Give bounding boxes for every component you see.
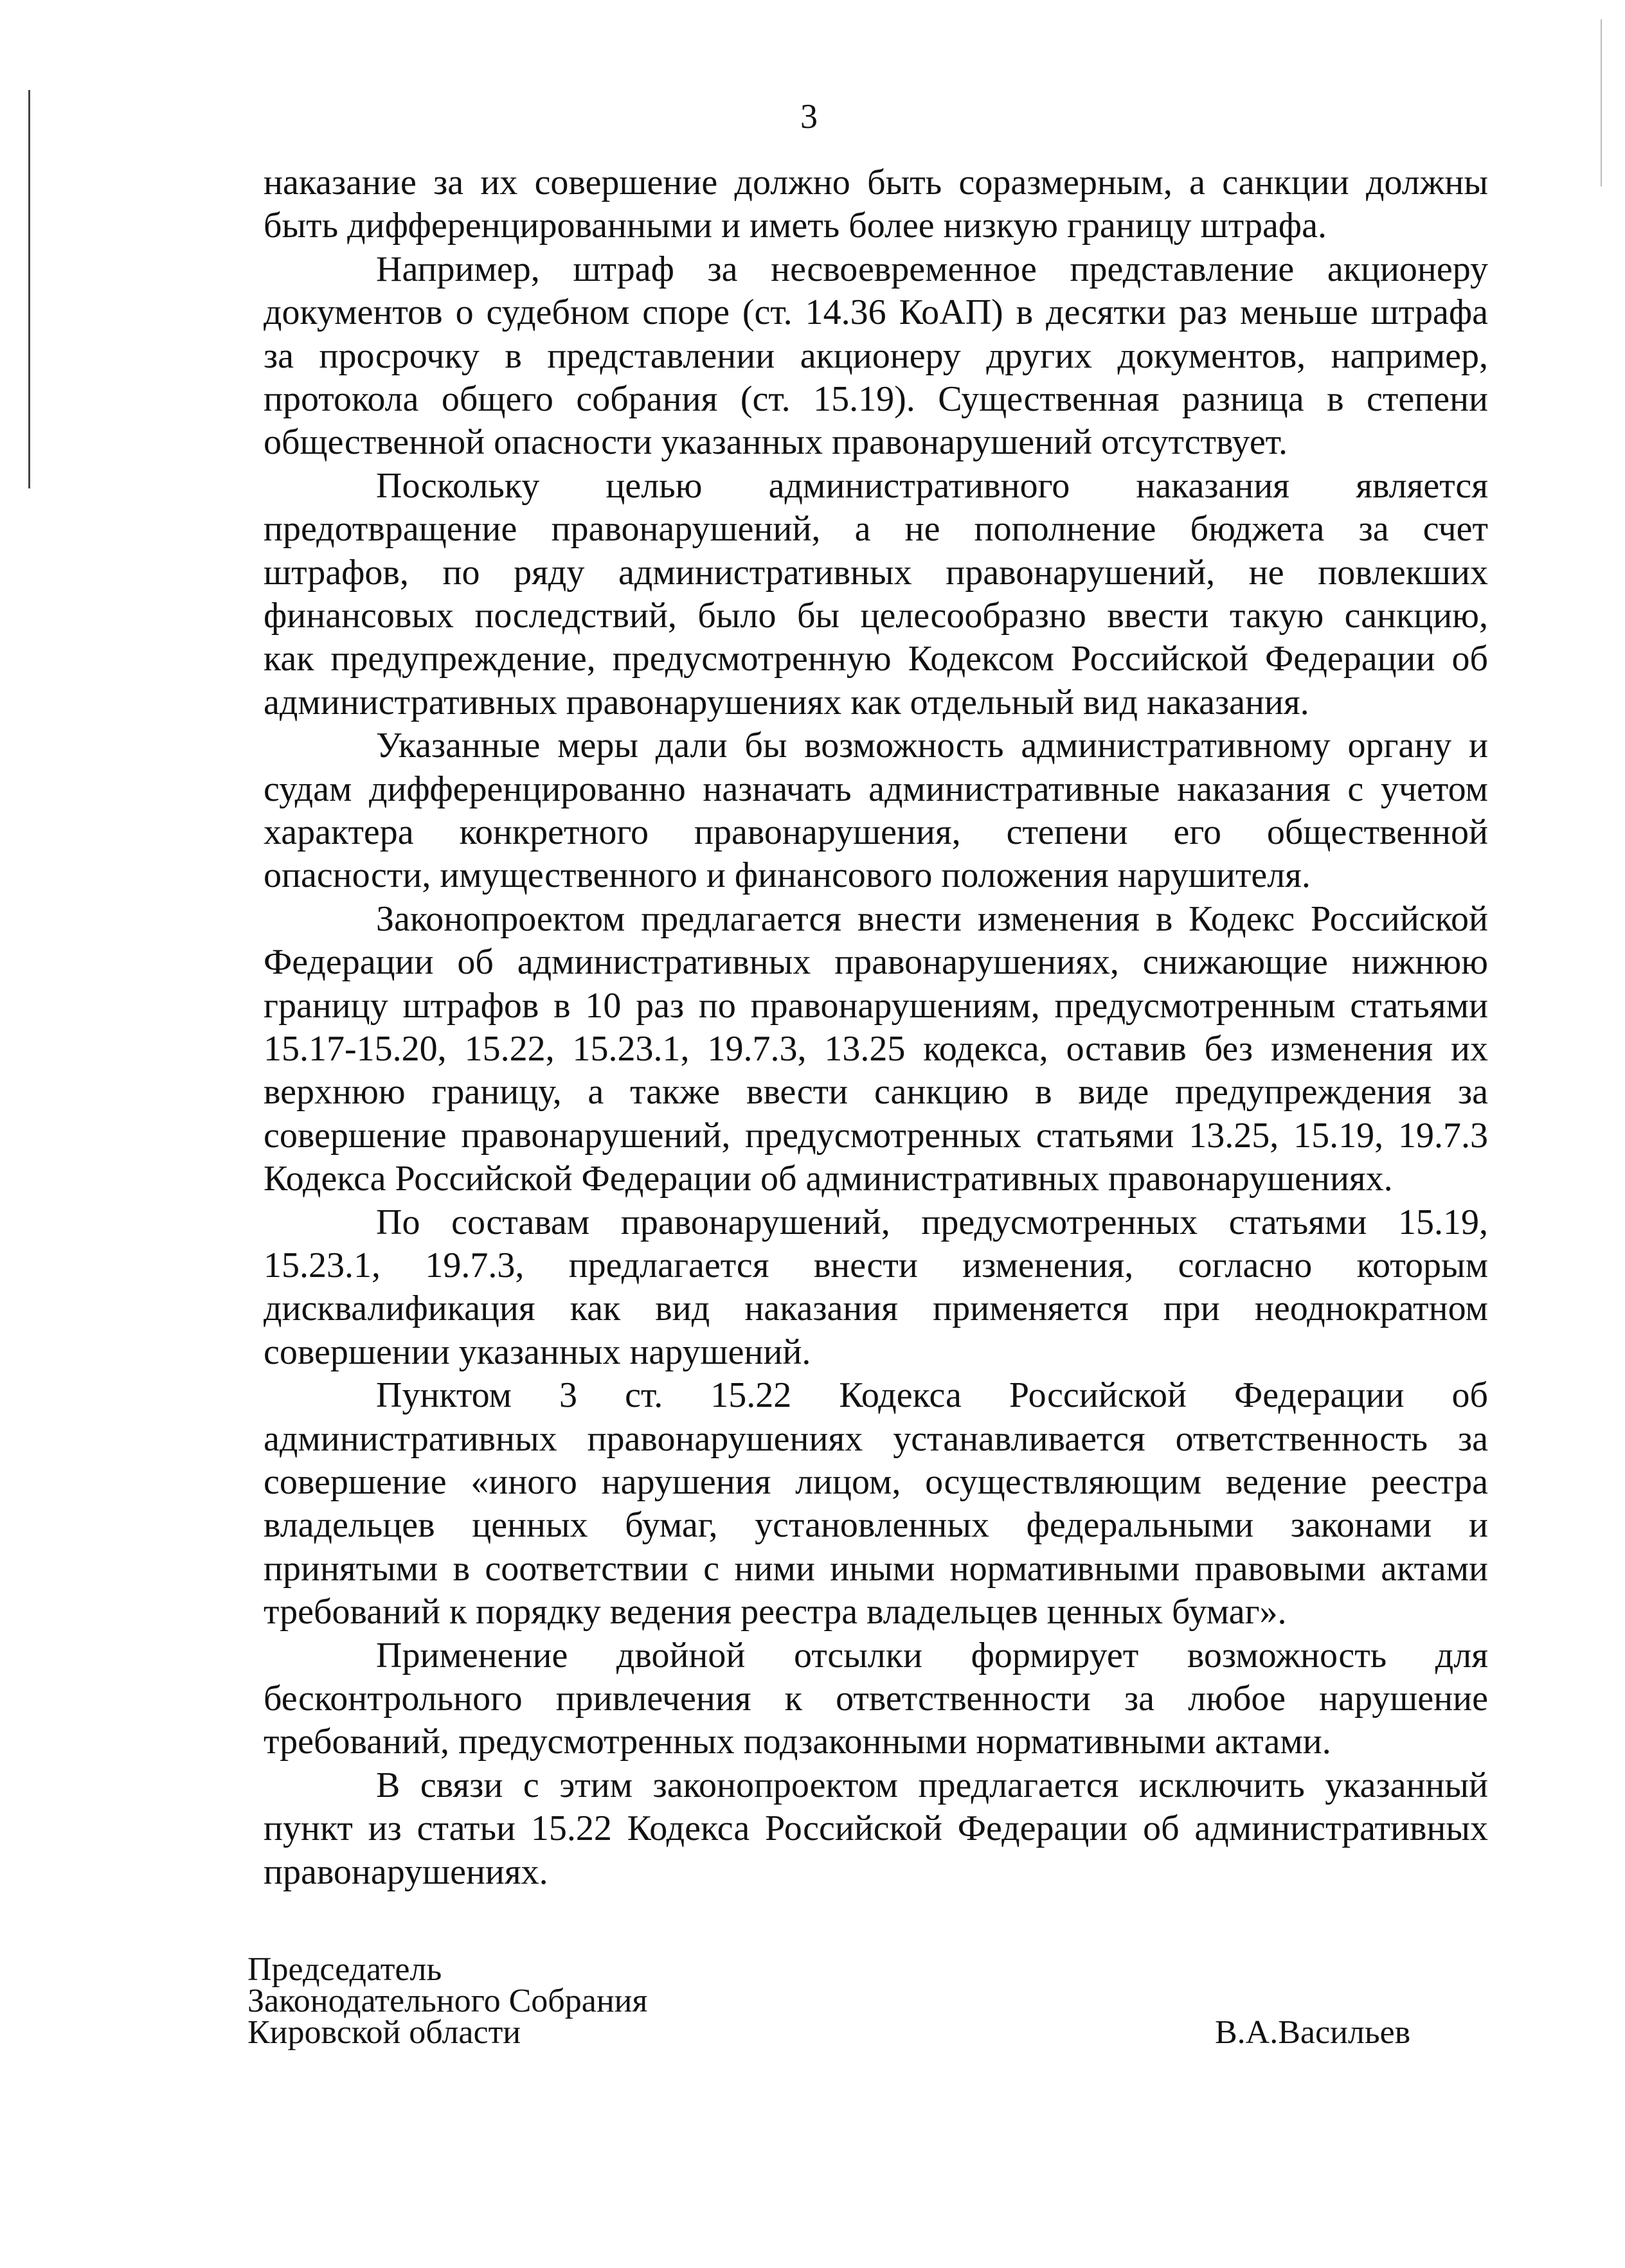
paragraph-line: финансовых последствий, было бы целесообразно ввести такую санкцию, [264,596,1488,636]
paragraph-line: Применение двойной отсылки формирует возможность для [376,1635,1488,1675]
signature-position-line: Кировской области [247,2014,521,2051]
paragraph-line: По составам правонарушений, предусмотренных статьями 15.19, [376,1202,1488,1242]
scan-edge-mark [1601,19,1602,186]
paragraph-line: характера конкретного правонарушения, степени его общественной [264,812,1488,852]
paragraph-line: за просрочку в представлении акционеру других документов, например, [264,335,1488,376]
paragraph-line: штрафов, по ряду административных правонарушений, не повлекших [264,552,1488,593]
paragraph-line: 15.23.1, 19.7.3, предлагается внести изменения, согласно которым [264,1246,1488,1285]
paragraph-line: границу штрафов в 10 раз по правонарушениям, предусмотренным статьями [264,985,1488,1026]
paragraph-line: бесконтрольного привлечения к ответственности за любое нарушение [264,1679,1488,1719]
signature-position-line: Законодательного Собрания [247,1983,648,2019]
paragraph-line: Законопроектом предлагается внести изменения в Кодекс Российской [376,898,1488,939]
signature-position [247,1951,648,2051]
page-number: 3 [800,97,818,136]
paragraph-line: быть дифференцированными и иметь более низкую границу штрафа. [264,206,1327,246]
paragraph-line: судам дифференцированно назначать административные наказания с учетом [264,769,1488,809]
paragraph-line: правонарушениях. [264,1852,548,1892]
paragraph-line: пункт из статьи 15.22 Кодекса Российской Федерации об административных [264,1808,1488,1849]
signatory-name: В.А.Васильев [1215,2014,1411,2051]
paragraph-line: административных правонарушениях устанавливается ответственность за [264,1418,1488,1459]
paragraph-line: как предупреждение, предусмотренную Кодексом Российской Федерации об [264,639,1488,679]
paragraph-line: Поскольку целью административного наказания является [376,465,1488,506]
paragraph-line: документов о судебном споре (ст. 14.36 КоАП) в десятки раз меньше штрафа [264,292,1488,333]
paragraph-line: совершении указанных нарушений. [264,1332,811,1372]
signature-position-line: Председатель [247,1951,442,1988]
paragraph-line: принятыми в соответствии с ними иными нормативными правовыми актами [264,1548,1488,1589]
paragraph-line: Федерации об административных правонарушениях, снижающие нижнюю [264,942,1488,983]
paragraph-line: Кодекса Российской Федерации об административных правонарушениях. [264,1159,1393,1199]
paragraph-line: требований, предусмотренных подзаконными нормативными актами. [264,1722,1331,1762]
paragraph-line: совершение правонарушений, предусмотренных статьями 13.25, 15.19, 19.7.3 [264,1115,1488,1156]
paragraph-line: владельцев ценных бумаг, установленных федеральными законами и [264,1505,1488,1546]
paragraph-line: Например, штраф за несвоевременное представление акционеру [376,249,1488,289]
paragraph-line: В связи с этим законопроектом предлагается исключить указанный [376,1765,1488,1805]
paragraph-line: административных правонарушениях как отдельный вид наказания. [264,682,1309,722]
paragraph-line: 15.17-15.20, 15.22, 15.23.1, 19.7.3, 13.25 кодекса, оставив без изменения их [264,1029,1488,1069]
paragraph-line: протокола общего собрания (ст. 15.19). Существенная разница в степени [264,379,1488,419]
paragraph-line: наказание за их совершение должно быть соразмерным, а санкции должны [264,163,1488,202]
paragraph-line: Пунктом 3 ст. 15.22 Кодекса Российской Федерации об [376,1375,1488,1416]
paragraph-line: предотвращение правонарушений, а не пополнение бюджета за счет [264,509,1488,549]
paragraph-line: Указанные меры дали бы возможность административному органу и [376,726,1488,766]
scan-edge-mark [28,90,30,488]
paragraph-line: верхнюю границу, а также ввести санкцию в виде предупреждения за [264,1072,1488,1112]
paragraph-line: требований к порядку ведения реестра владельцев ценных бумаг». [264,1592,1287,1632]
paragraph-line: совершение «иного нарушения лицом, осуществляющим ведение реестра [264,1462,1488,1502]
paragraph-line: опасности, имущественного и финансового положения нарушителя. [264,855,1311,896]
paragraph-line: общественной опасности указанных правонарушений отсутствует. [264,422,1288,463]
paragraph-line: дисквалификация как вид наказания применяется при неоднократном [264,1289,1488,1329]
